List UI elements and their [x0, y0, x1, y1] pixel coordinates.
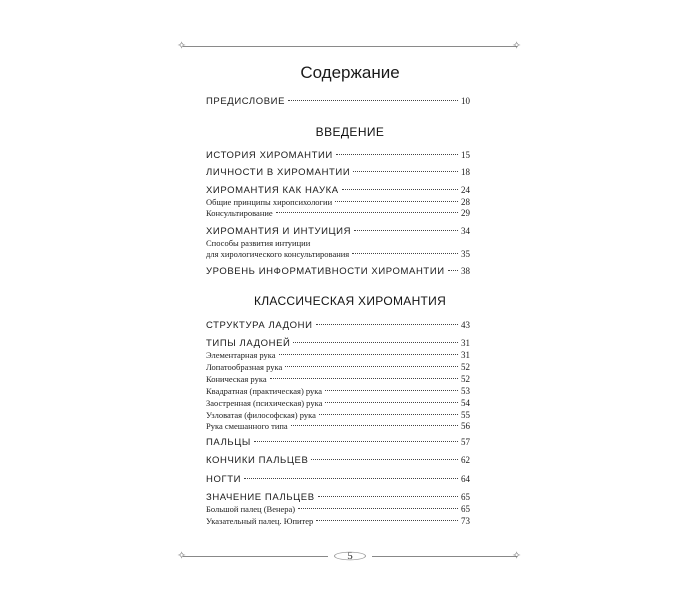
top-rule	[183, 46, 517, 47]
leader-dots	[316, 324, 458, 325]
toc-subentry[interactable]	[206, 410, 470, 420]
page-number: 5	[330, 547, 370, 565]
toc-subentry[interactable]	[206, 398, 470, 408]
toc-subentry[interactable]	[206, 386, 470, 396]
toc-entry[interactable]	[206, 266, 470, 277]
leader-dots	[352, 253, 458, 254]
toc-entry-page: 43	[461, 320, 470, 330]
toc-entry[interactable]	[206, 455, 470, 466]
toc-entry-page: 65	[461, 492, 470, 502]
toc-entry[interactable]	[206, 226, 470, 237]
toc-subentry[interactable]	[206, 504, 470, 514]
leader-dots	[335, 201, 458, 202]
leader-dots	[254, 441, 458, 442]
toc-entry[interactable]	[206, 474, 470, 485]
toc-subentry[interactable]	[206, 362, 470, 372]
ornament-icon: ✧	[177, 39, 187, 52]
toc-entry[interactable]	[206, 338, 470, 349]
leader-dots	[325, 390, 458, 391]
toc-entry-page: 10	[461, 96, 470, 106]
toc-entry-page: 64	[461, 474, 470, 484]
toc-entry-page: 38	[461, 266, 470, 276]
leader-dots	[318, 496, 458, 497]
toc-entry-label: ЛИЧНОСТИ В ХИРОМАНТИИ	[206, 167, 351, 178]
toc-entry-page: 28	[461, 197, 470, 207]
section-title-intro: ВВЕДЕНИЕ	[315, 125, 385, 139]
toc-entry-label: Рука смешанного типа	[206, 421, 288, 431]
toc-entry-label: СТРУКТУРА ЛАДОНИ	[206, 320, 313, 331]
toc-entry-label: Способы развития интуиции	[206, 238, 311, 248]
toc-entry-label: для хирологического консультирования	[206, 249, 350, 259]
ornament-icon: ✧	[512, 39, 522, 52]
ornament-icon: ✧	[177, 549, 187, 562]
toc-entry-label: НОГТИ	[206, 474, 242, 485]
toc-entry-page: 18	[461, 167, 470, 177]
toc-entry-page: 31	[461, 350, 470, 360]
toc-entry-label: Большой палец (Венера)	[206, 504, 296, 514]
toc-entry-page: 62	[461, 455, 470, 465]
leader-dots	[325, 402, 458, 403]
leader-dots	[288, 100, 458, 101]
toc-entry-page: 29	[461, 208, 470, 218]
toc-entry-label: ХИРОМАНТИЯ И ИНТУИЦИЯ	[206, 226, 352, 237]
toc-entry-label: ЗНАЧЕНИЕ ПАЛЬЦЕВ	[206, 492, 315, 503]
bottom-rule-left	[183, 556, 328, 557]
toc-entry-page: 15	[461, 150, 470, 160]
leader-dots	[311, 459, 458, 460]
toc-entry-label: Узловатая (философская) рука	[206, 410, 316, 420]
toc-subentry[interactable]	[206, 249, 470, 259]
toc-subentry[interactable]	[206, 421, 470, 431]
toc-entry-label: Лопатообразная рука	[206, 362, 283, 372]
toc-entry-label: КОНЧИКИ ПАЛЬЦЕВ	[206, 455, 309, 466]
toc-entry-page: 56	[461, 421, 470, 431]
leader-dots	[354, 230, 458, 231]
leader-dots	[342, 189, 458, 190]
leader-dots	[285, 366, 458, 367]
toc-subentry[interactable]	[206, 197, 470, 207]
section-title-classic: КЛАССИЧЕСКАЯ ХИРОМАНТИЯ	[253, 294, 447, 308]
leader-dots	[293, 342, 458, 343]
toc-entry-label: ХИРОМАНТИЯ КАК НАУКА	[206, 185, 339, 196]
toc-subentry[interactable]	[206, 208, 470, 218]
toc-entry-label: Заостренная (психическая) рука	[206, 398, 323, 408]
contents-heading: Содержание	[300, 63, 400, 82]
toc-entry-label: ИСТОРИЯ ХИРОМАНТИИ	[206, 150, 333, 161]
toc-entry-label: Общие принципы хиропсихологии	[206, 197, 333, 207]
leader-dots	[270, 378, 458, 379]
toc-entry[interactable]	[206, 320, 470, 331]
toc-entry-page: 53	[461, 386, 470, 396]
toc-entry[interactable]	[206, 150, 470, 161]
toc-entry-page: 24	[461, 185, 470, 195]
toc-entry[interactable]	[206, 96, 470, 107]
leader-dots	[244, 478, 458, 479]
toc-entry[interactable]	[206, 167, 470, 178]
toc-entry-label: ПРЕДИСЛОВИЕ	[206, 96, 286, 107]
leader-dots	[448, 270, 458, 271]
toc-entry-label: ТИПЫ ЛАДОНЕЙ	[206, 338, 291, 349]
toc-entry-page: 31	[461, 338, 470, 348]
toc-entry-page: 55	[461, 410, 470, 420]
toc-entry-page: 73	[461, 516, 470, 526]
toc-subentry[interactable]	[206, 374, 470, 384]
toc-entry-label: Элементарная рука	[206, 350, 276, 360]
toc-entry-label: Квадратная (практическая) рука	[206, 386, 323, 396]
leader-dots	[319, 414, 458, 415]
toc-entry-label: ПАЛЬЦЫ	[206, 437, 251, 448]
toc-entry-page: 57	[461, 437, 470, 447]
toc-entry-label: УРОВЕНЬ ИНФОРМАТИВНОСТИ ХИРОМАНТИИ	[206, 266, 445, 277]
leader-dots	[316, 520, 458, 521]
toc-subentry[interactable]	[206, 350, 470, 360]
toc-entry-page: 52	[461, 374, 470, 384]
toc-entry-page: 54	[461, 398, 470, 408]
leader-dots	[298, 508, 458, 509]
toc-subentry-line	[206, 238, 470, 248]
toc-entry[interactable]	[206, 437, 470, 448]
leader-dots	[336, 154, 458, 155]
toc-entry-page: 65	[461, 504, 470, 514]
toc-entry[interactable]	[206, 185, 470, 196]
leader-dots	[276, 212, 458, 213]
toc-entry[interactable]	[206, 492, 470, 503]
toc-entry-label: Консультирование	[206, 208, 273, 218]
leader-dots	[353, 171, 458, 172]
bottom-rule-right	[372, 556, 517, 557]
leader-dots	[291, 425, 458, 426]
ornament-icon: ✧	[512, 549, 522, 562]
toc-subentry[interactable]	[206, 516, 470, 526]
toc-entry-page: 35	[461, 249, 470, 259]
toc-entry-page: 52	[461, 362, 470, 372]
toc-entry-page: 34	[461, 226, 470, 236]
leader-dots	[279, 354, 458, 355]
toc-entry-label: Указательный палец. Юпитер	[206, 516, 314, 526]
toc-entry-label: Коническая рука	[206, 374, 267, 384]
